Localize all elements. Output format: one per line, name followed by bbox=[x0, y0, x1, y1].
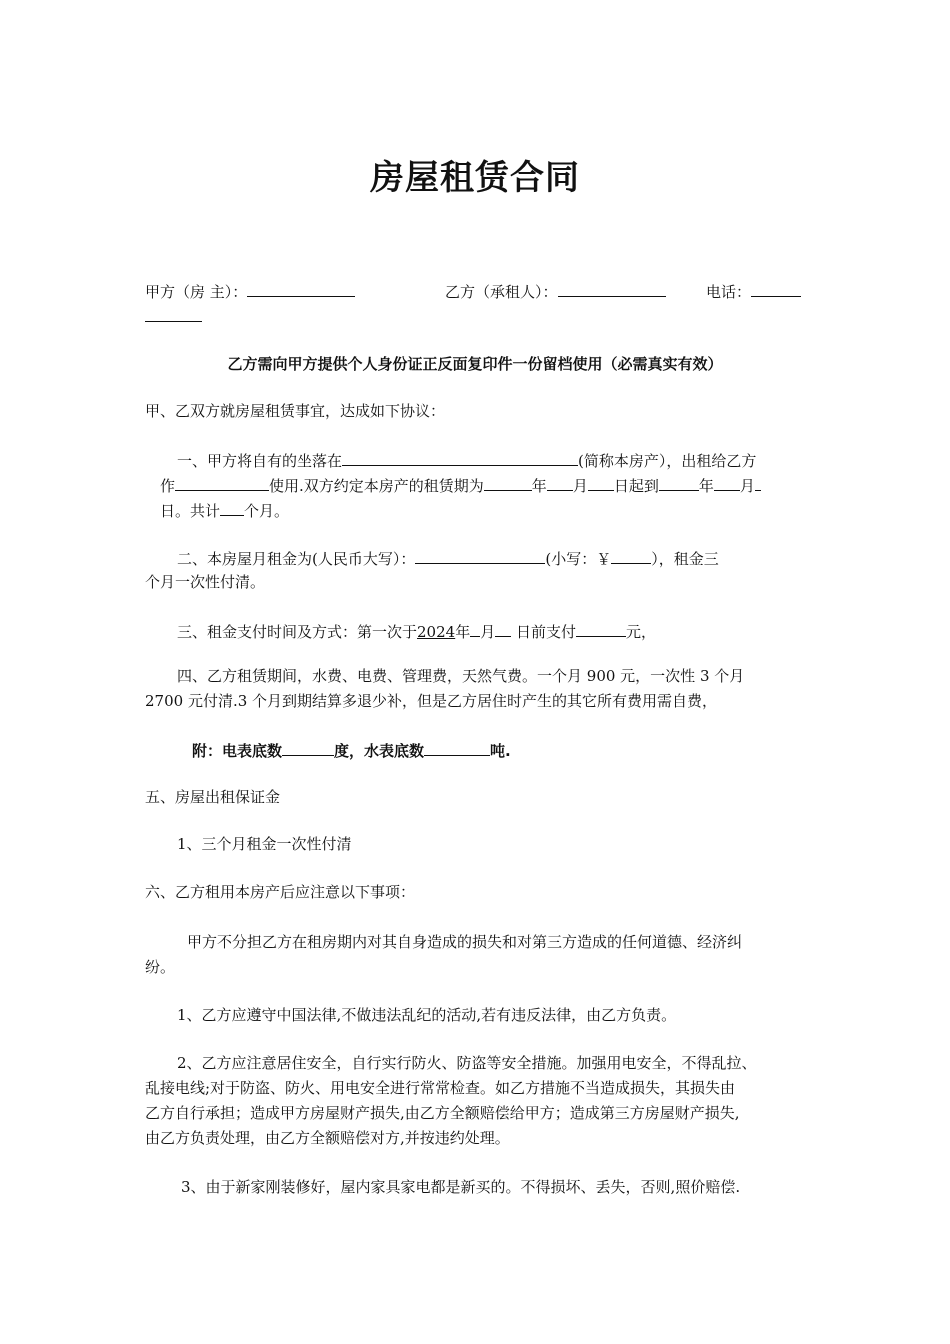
clause-6-item-3: 3、由于新家刚装修好，屋内家具家电都是新买的。不得损坏、丢失，否则,照价赔偿. bbox=[181, 1178, 741, 1196]
clause-6-title: 六、乙方租用本房产后应注意以下事项： bbox=[145, 883, 416, 901]
clause-1-line-3: 日。共计 个月。 bbox=[160, 497, 289, 524]
clause-3: 三、租金支付时间及方式：第一次于2024年 月 日前支付 元， bbox=[177, 618, 656, 645]
clause-5-item-1: 1、三个月租金一次性付清 bbox=[177, 835, 352, 853]
id-notice: 乙方需向甲方提供个人身份证正反面复印件一份留档使用（必需真实有效） bbox=[227, 355, 723, 373]
usage-blank bbox=[175, 472, 269, 491]
electric-meter-blank bbox=[282, 737, 334, 756]
clause-2-line-2: 个月一次性付清。 bbox=[145, 573, 266, 591]
agreement-intro: 甲、乙双方就房屋租赁事宜，达成如下协议： bbox=[145, 402, 446, 420]
clause-6-para-0-line-1: 甲方不分担乙方在租房期内对其自身造成的损失和对第三方造成的任何道德、经济纠 bbox=[187, 933, 743, 951]
clause-6-item-2-line-2: 乱接电线;对于防盗、防火、用电安全进行常常检查。如乙方措施不当造成损失，其损失由 bbox=[145, 1079, 736, 1097]
water-meter-blank bbox=[424, 737, 490, 756]
phone-blank bbox=[751, 278, 801, 297]
clause-4-line-2: 2700 元付清.3 个月到期结算多退少补，但是乙方居住时产生的其它所有费用需自费， bbox=[145, 692, 718, 710]
phone-line bbox=[706, 278, 801, 305]
clause-1-line-1: 一、甲方将自有的坐落在 (简称本房产），出租给乙方 bbox=[177, 447, 756, 474]
phone-label: 电话： bbox=[706, 283, 752, 301]
party-a-label: 甲方（房 主）： bbox=[145, 283, 248, 301]
parties-line bbox=[145, 278, 355, 305]
clause-2-line-1: 二、本房屋月租金为(人民币大写）： (小写：￥ ），租金三 bbox=[177, 545, 719, 572]
clause-4-line-1: 四、乙方租赁期间，水费、电费、管理费，天然气费。一个月 900 元，一次性 3 个月 bbox=[177, 667, 745, 685]
party-b-line bbox=[445, 278, 666, 305]
clause-6-item-1: 1、乙方应遵守中国法律,不做违法乱纪的活动,若有违反法律，由乙方负责。 bbox=[177, 1006, 677, 1024]
clause-5-title: 五、房屋出租保证金 bbox=[145, 788, 281, 806]
clause-1-line-2: 作 使用.双方约定本房产的租赁期为 年 月 日起到 年 月 bbox=[160, 472, 761, 499]
clause-6-item-2-line-3: 乙方自行承担；造成甲方房屋财产损失,由乙方全额赔偿给甲方；造成第三方房屋财产损失, bbox=[145, 1104, 740, 1122]
rent-number-blank bbox=[611, 545, 651, 564]
party-b-blank bbox=[558, 278, 666, 297]
rent-words-blank bbox=[415, 545, 545, 564]
clause-6-item-2-line-1: 2、乙方应注意居住安全，自行实行防火、防盗等安全措施。加强用电安全，不得乱拉、 bbox=[177, 1054, 757, 1072]
party-a-blank bbox=[247, 278, 355, 297]
phone-blank-cont bbox=[145, 303, 202, 330]
party-b-label: 乙方（承租人）： bbox=[445, 283, 558, 301]
meter-readings: 附：电表底数 度，水表底数 吨. bbox=[192, 737, 511, 764]
clause-6-para-0-line-2: 纷。 bbox=[145, 958, 176, 976]
page-title: 房屋租赁合同 bbox=[370, 158, 580, 198]
clause-6-item-2-line-4: 由乙方负责处理，由乙方全额赔偿对方,并按违约处理。 bbox=[145, 1129, 510, 1147]
address-blank bbox=[342, 447, 578, 466]
